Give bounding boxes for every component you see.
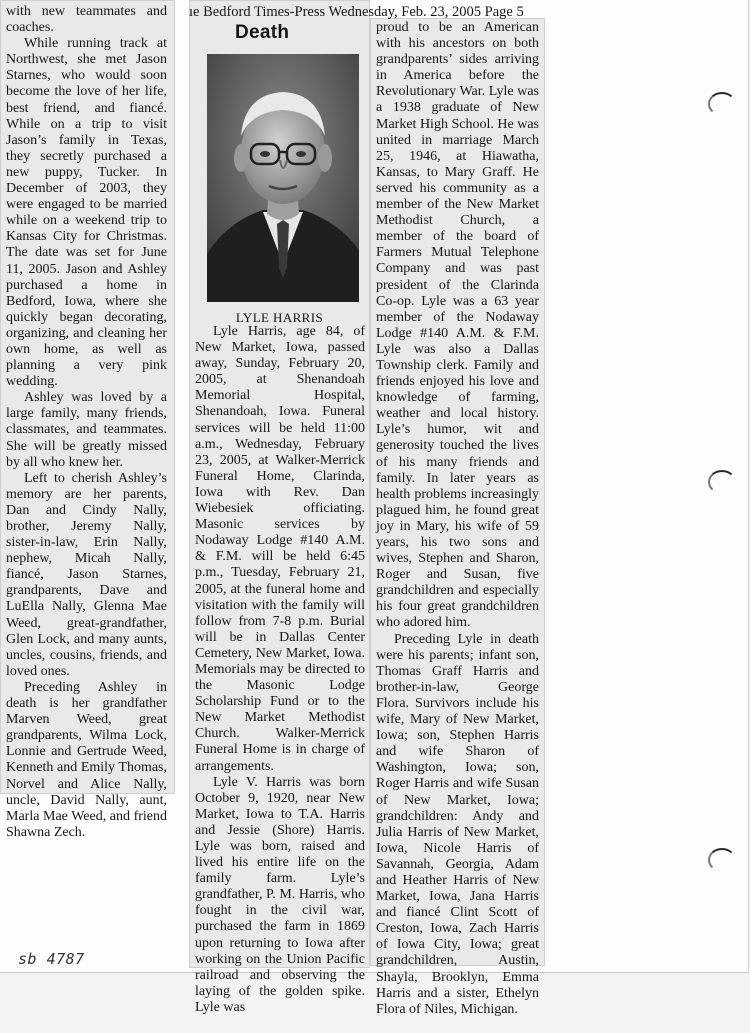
middle-paragraph-1: Lyle Harris, age 84, of New Market, Iowa, passed away, Sunday, February 20, 2005, at Shenandoah Memorial Hospital, Shenandoah, Iowa. Funeral services will be held 11:00 a.m., Wednesday, February 23, 2005, at Walker-Merrick Funeral Home, Clarinda, Iowa with Rev. Dan Wiebesiek officiating. Masonic services by Nodaway Lodge #140 A.M. & F.M. will be held 6:45 p.m., Tuesday, February 21, 2005, at the funeral home and visitation with the family will follow from 7-8 p.m. Burial will be in Dallas Center Cemetery, New Market, Iowa. Memorials may be directed to the Masonic Lodge Scholarship Fund or to the New Market Methodist Church. Walker-Merrick Funeral Home is in charge of arrangements. xyxy=(195,324,365,774)
left-paragraph-1: with new teammates and coaches. xyxy=(6,4,167,36)
binder-hole-top xyxy=(708,92,736,116)
portrait-photo-image xyxy=(207,54,359,302)
middle-column-text xyxy=(195,324,365,1016)
right-clipping xyxy=(370,18,545,1017)
portrait-photo xyxy=(207,54,359,302)
section-title: Death xyxy=(235,22,290,43)
left-paragraph-2: While running track at Northwest, she met Jason Starnes, who would soon become the love of her life, best friend, and fiancé. While on a trip to visit Jason’s family in Texas, they secretly purchased a new puppy, Tucker. In December of 2003, they were engaged to be married while on a weekend trip to Kansas City for Christmas. The date was set for June 11, 2005. Jason and Ashley purchased a home in Bedford, Iowa, where she quickly began decorating, organizing, and cleaning her own home, as well as planning a very pink wedding. xyxy=(6,36,167,390)
binder-hole-bottom xyxy=(708,848,736,872)
left-paragraph-5: Preceding Ashley in death is her grandfather Marven Weed, great grandparents, Wilma Lock, Lonnie and Gertrude Weed, Kenneth and Emily Thomas, Norvel and Alice Nally, uncle, David Nally, aunt, Marla Mae Weed, and friend Shawna Zech. xyxy=(6,679,167,840)
binder-hole-middle xyxy=(708,470,736,494)
middle-paragraph-2: Lyle V. Harris was born October 9, 1920, near New Market, Iowa to T.A. Harris and Jessie (Shore) Harris. Lyle was born, raised and lived his entire life on the family farm. Lyle’s grandfather, P. M. Harris, who fought in the civil war, purchased the farm in 1869 upon returning to Iowa after working on the Union Pacific railroad and observing the laying of the golden spike. Lyle was xyxy=(195,774,365,1015)
right-column-text xyxy=(376,20,539,1018)
newspaper-masthead: ıe Bedford Times-Press Wednesday, Feb. 23, 2005 Page 5 xyxy=(189,4,524,20)
photo-caption: LYLE HARRIS xyxy=(235,310,324,325)
left-column-text xyxy=(6,4,167,841)
right-paragraph-1: proud to be an American with his ancestors on both grandparents’ sides arriving in America before the Revolutionary War. Lyle was a 1938 graduate of New Market High School. He was united in marriage March 25, 1946, at Hiawatha, Kansas, to Mary Graff. He served his community as a member of the New Market Methodist Church, a member of the board of Farmers Mutual Telephone Company and was past president of the Clarinda Co-op. Lyle was a 63 year member of the Nodaway Lodge #140 A.M. & F.M. Lyle was also a Dallas Township clerk. Family and friends enjoyed his love and knowledge of farming, weather and local history. Lyle’s humor, wit and generosity touched the lives of his many friends and family. In later years as health problems increasingly plagued him, he found great joy in Mary, his wife of 59 years, his two sons and wives, Stephen and Sharon, Roger and Susan, five grandchildren and especially his four great grandchildren who adored him. xyxy=(376,20,539,631)
left-paragraph-4: Left to cherish Ashley’s memory are her parents, Dan and Cindy Nally, brother, Jeremy Nally, sister-in-law, Erin Nally, nephew, Micah Nally, fiancé, Jason Starnes, grandparents, Dave and LuElla Nally, Glenna Mae Weed, great-grandfather, Glen Lock, and many aunts, uncles, cousins, friends, and loved ones. xyxy=(6,470,167,679)
left-clipping xyxy=(0,0,175,840)
handwritten-note: sb 4787 xyxy=(18,950,85,968)
middle-clipping xyxy=(189,0,370,1015)
left-paragraph-3: Ashley was loved by a large family, many friends, classmates, and teammates. She will be greatly missed by all who knew her. xyxy=(6,390,167,470)
right-paragraph-2: Preceding Lyle in death were his parents; infant son, Thomas Graff Harris and brother-in-law, George Flora. Survivors include his wife, Mary of New Market, Iowa; son, Stephen Harris and wife Sharon of Washington, Iowa; son, Roger Harris and wife Susan of New Market, Iowa; grandchildren: Andy and Julia Harris of New Market, Iowa, Nicole Harris of Savannah, Georgia, Adam and Heather Harris of New Market, Iowa, Jana Harris and fiancé Clint Scott of Creston, Iowa, Zach Harris of Iowa City, Iowa; great grandchildren, Austin, Shayla, Brooklyn, Emma Harris and a sister, Ethelyn Flora of Niles, Michigan. xyxy=(376,631,539,1017)
